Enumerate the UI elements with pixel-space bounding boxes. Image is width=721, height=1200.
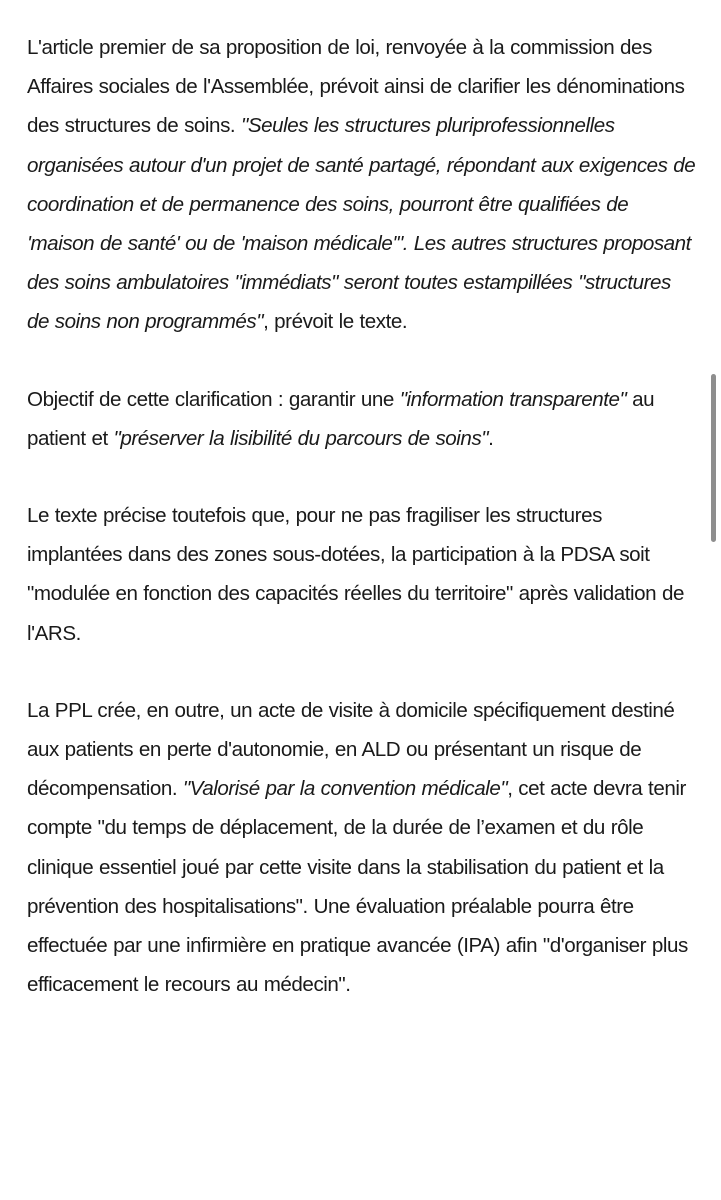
paragraph-home-visit (27, 691, 697, 1005)
quoted-excerpt: "Seules les structures pluriprofessionnelles organisées autour d'un projet de santé partagé, répondant aux exigences de coordination et de permanence des soins, pourront être qualifiées de 'maison de santé' ou de 'maison médicale'". Les autres structures proposant des soins ambulatoires "immédiats" seront toutes estampillées "structures de soins non programmés" (27, 114, 696, 334)
scrollbar-thumb[interactable] (711, 374, 716, 542)
article-body (27, 28, 697, 1004)
paragraph-text: . (488, 426, 494, 450)
paragraph-text: L'article premier de sa proposition de loi, renvoyée à la commission des Affaires sociales de l'Assemblée, prévoit ainsi de clarifier les dénominations des structures de soins. (27, 36, 685, 138)
quoted-excerpt: "préserver la lisibilité du parcours de soins" (113, 426, 489, 450)
paragraph-clarification-goal (27, 380, 697, 458)
quoted-excerpt: "information transparente" (399, 387, 627, 411)
paragraph-text: au patient et (27, 387, 655, 450)
paragraph-text: La PPL crée, en outre, un acte de visite à domicile spécifiquement destiné aux patients en perte d'autonomie, en ALD ou présentant un risque de décompensation. (27, 698, 675, 801)
paragraph-text: Objectif de cette clarification : garantir une (27, 387, 400, 411)
paragraph-text: , prévoit le texte. (263, 310, 408, 334)
paragraph-structure-names (27, 28, 697, 342)
paragraph-text: , cet acte devra tenir compte "du temps de déplacement, de la durée de l’examen et du rôle clinique essentiel joué par cette visite dans la stabilisation du patient et la prévention des hospitalisations". Une évaluation préalable pourra être effectuée par une infirmière en pratique avancée (IPA) afin "d'organiser plus efficacement le recours au médecin". (27, 777, 688, 997)
paragraph-pdsa-modulation (27, 496, 697, 653)
paragraph-text: Le texte précise toutefois que, pour ne pas fragiliser les structures implantées dans des zones sous-dotées, la participation à la PDSA soit "modulée en fonction des capacités réelles du territoire" après validation de l'ARS. (27, 504, 684, 645)
scrollbar[interactable] (705, 0, 721, 1200)
quoted-excerpt: "Valorisé par la convention médicale" (182, 777, 508, 801)
